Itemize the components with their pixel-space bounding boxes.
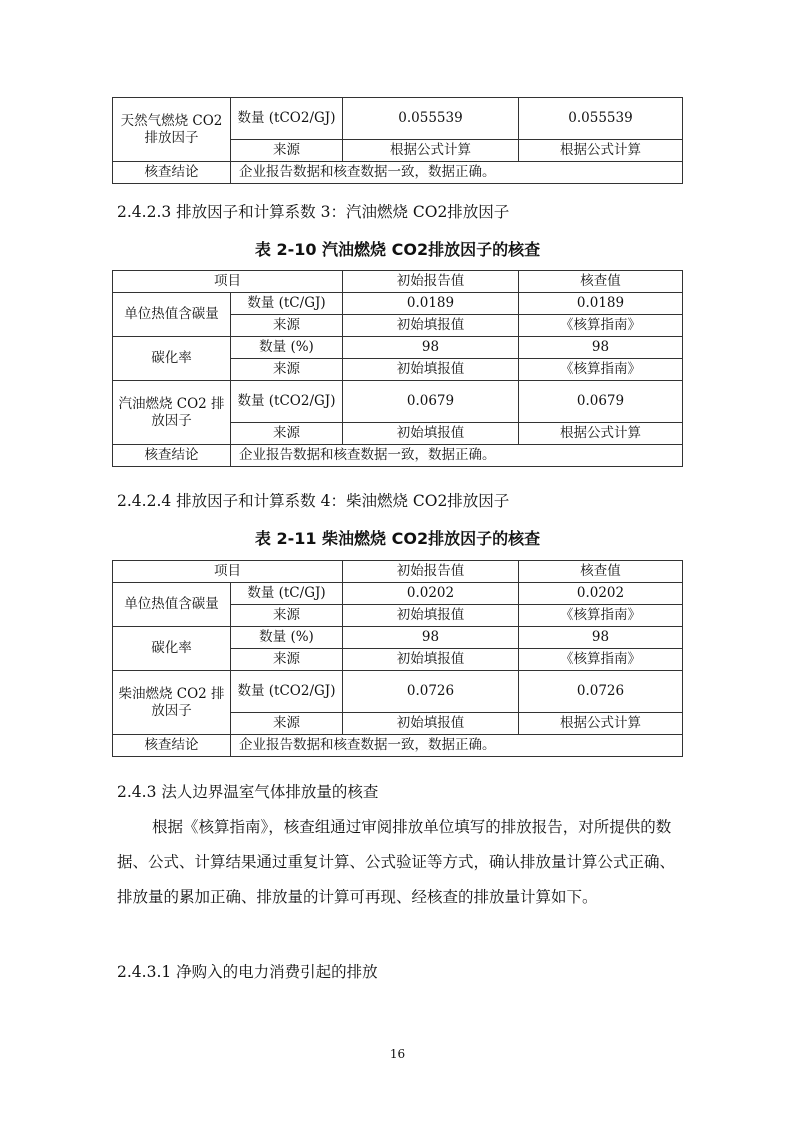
section-heading-2431: 2.4.3.1 净购入的电力消费引起的排放 xyxy=(117,963,378,981)
source-verified: 《核算指南》 xyxy=(519,359,683,381)
source-verified: 根据公式计算 xyxy=(519,423,683,445)
verified-value: 98 xyxy=(519,337,683,359)
source-label: 来源 xyxy=(231,605,343,627)
quantity-label: 数量 (tCO2/GJ) xyxy=(231,381,343,423)
source-reported: 初始填报值 xyxy=(343,423,519,445)
source-reported: 根据公式计算 xyxy=(343,140,519,162)
source-label: 来源 xyxy=(231,423,343,445)
conclusion-label: 核查结论 xyxy=(113,445,231,467)
carbon-content-label: 单位热值含碳量 xyxy=(113,293,231,337)
verified-value: 0.0189 xyxy=(519,293,683,315)
section-heading-2423: 2.4.2.3 排放因子和计算系数 3：汽油燃烧 CO2排放因子 xyxy=(117,203,510,221)
table-natural-gas-continued xyxy=(112,97,683,184)
source-label: 来源 xyxy=(231,315,343,337)
page-number: 16 xyxy=(389,1047,406,1061)
emission-factor-label: 柴油燃烧 CO2 排放因子 xyxy=(113,671,231,735)
section-heading-243: 2.4.3 法人边界温室气体排放量的核查 xyxy=(117,783,379,801)
header-item: 项目 xyxy=(113,271,343,293)
quantity-label: 数量 (%) xyxy=(231,627,343,649)
source-reported: 初始填报值 xyxy=(343,315,519,337)
conclusion-text: 企业报告数据和核查数据一致，数据正确。 xyxy=(231,735,683,757)
source-label: 来源 xyxy=(231,140,343,162)
quantity-label: 数量 (tCO2/GJ) xyxy=(231,98,343,140)
quantity-label: 数量 (%) xyxy=(231,337,343,359)
verified-value: 98 xyxy=(519,627,683,649)
verified-value: 0.0202 xyxy=(519,583,683,605)
reported-value: 0.055539 xyxy=(343,98,519,140)
emission-factor-label: 汽油燃烧 CO2 排放因子 xyxy=(113,381,231,445)
source-reported: 初始填报值 xyxy=(343,649,519,671)
source-label: 来源 xyxy=(231,649,343,671)
quantity-label: 数量 (tCO2/GJ) xyxy=(231,671,343,713)
verified-value: 0.055539 xyxy=(519,98,683,140)
quantity-label: 数量 (tC/GJ) xyxy=(231,293,343,315)
table-2-11 xyxy=(112,560,683,757)
source-reported: 初始填报值 xyxy=(343,605,519,627)
section-heading-2424: 2.4.2.4 排放因子和计算系数 4：柴油燃烧 CO2排放因子 xyxy=(117,492,510,510)
header-verified: 核查值 xyxy=(519,271,683,293)
body-paragraph xyxy=(117,810,687,915)
oxidation-rate-label: 碳化率 xyxy=(113,627,231,671)
source-label: 来源 xyxy=(231,359,343,381)
reported-value: 0.0189 xyxy=(343,293,519,315)
source-verified: 根据公式计算 xyxy=(519,140,683,162)
source-reported: 初始填报值 xyxy=(343,713,519,735)
table-caption-2-10: 表 2-10 汽油燃烧 CO2排放因子的核查 xyxy=(254,240,541,259)
verified-value: 0.0679 xyxy=(519,381,683,423)
oxidation-rate-label: 碳化率 xyxy=(113,337,231,381)
conclusion-label: 核查结论 xyxy=(113,735,231,757)
reported-value: 0.0679 xyxy=(343,381,519,423)
header-reported: 初始报告值 xyxy=(343,271,519,293)
header-reported: 初始报告值 xyxy=(343,561,519,583)
source-verified: 《核算指南》 xyxy=(519,315,683,337)
reported-value: 98 xyxy=(343,627,519,649)
conclusion-text: 企业报告数据和核查数据一致，数据正确。 xyxy=(231,162,683,184)
row-label: 天然气燃烧 CO2排放因子 xyxy=(113,98,231,162)
source-label: 来源 xyxy=(231,713,343,735)
source-verified: 《核算指南》 xyxy=(519,605,683,627)
carbon-content-label: 单位热值含碳量 xyxy=(113,583,231,627)
reported-value: 0.0726 xyxy=(343,671,519,713)
header-item: 项目 xyxy=(113,561,343,583)
verified-value: 0.0726 xyxy=(519,671,683,713)
conclusion-label: 核查结论 xyxy=(113,162,231,184)
reported-value: 0.0202 xyxy=(343,583,519,605)
source-reported: 初始填报值 xyxy=(343,359,519,381)
paragraph-text: 根据《核算指南》，核查组通过审阅排放单位填写的排放报告，对所提供的数据、公式、计算结果通过重复计算、公式验证等方式，确认排放量计算公式正确、排放量的累加正确、排放量的计算可再现、经核查的排放量计算如下。 xyxy=(117,818,676,906)
source-verified: 《核算指南》 xyxy=(519,649,683,671)
source-verified: 根据公式计算 xyxy=(519,713,683,735)
table-2-10 xyxy=(112,270,683,467)
quantity-label: 数量 (tC/GJ) xyxy=(231,583,343,605)
reported-value: 98 xyxy=(343,337,519,359)
header-verified: 核查值 xyxy=(519,561,683,583)
conclusion-text: 企业报告数据和核查数据一致，数据正确。 xyxy=(231,445,683,467)
table-caption-2-11: 表 2-11 柴油燃烧 CO2排放因子的核查 xyxy=(254,529,541,548)
